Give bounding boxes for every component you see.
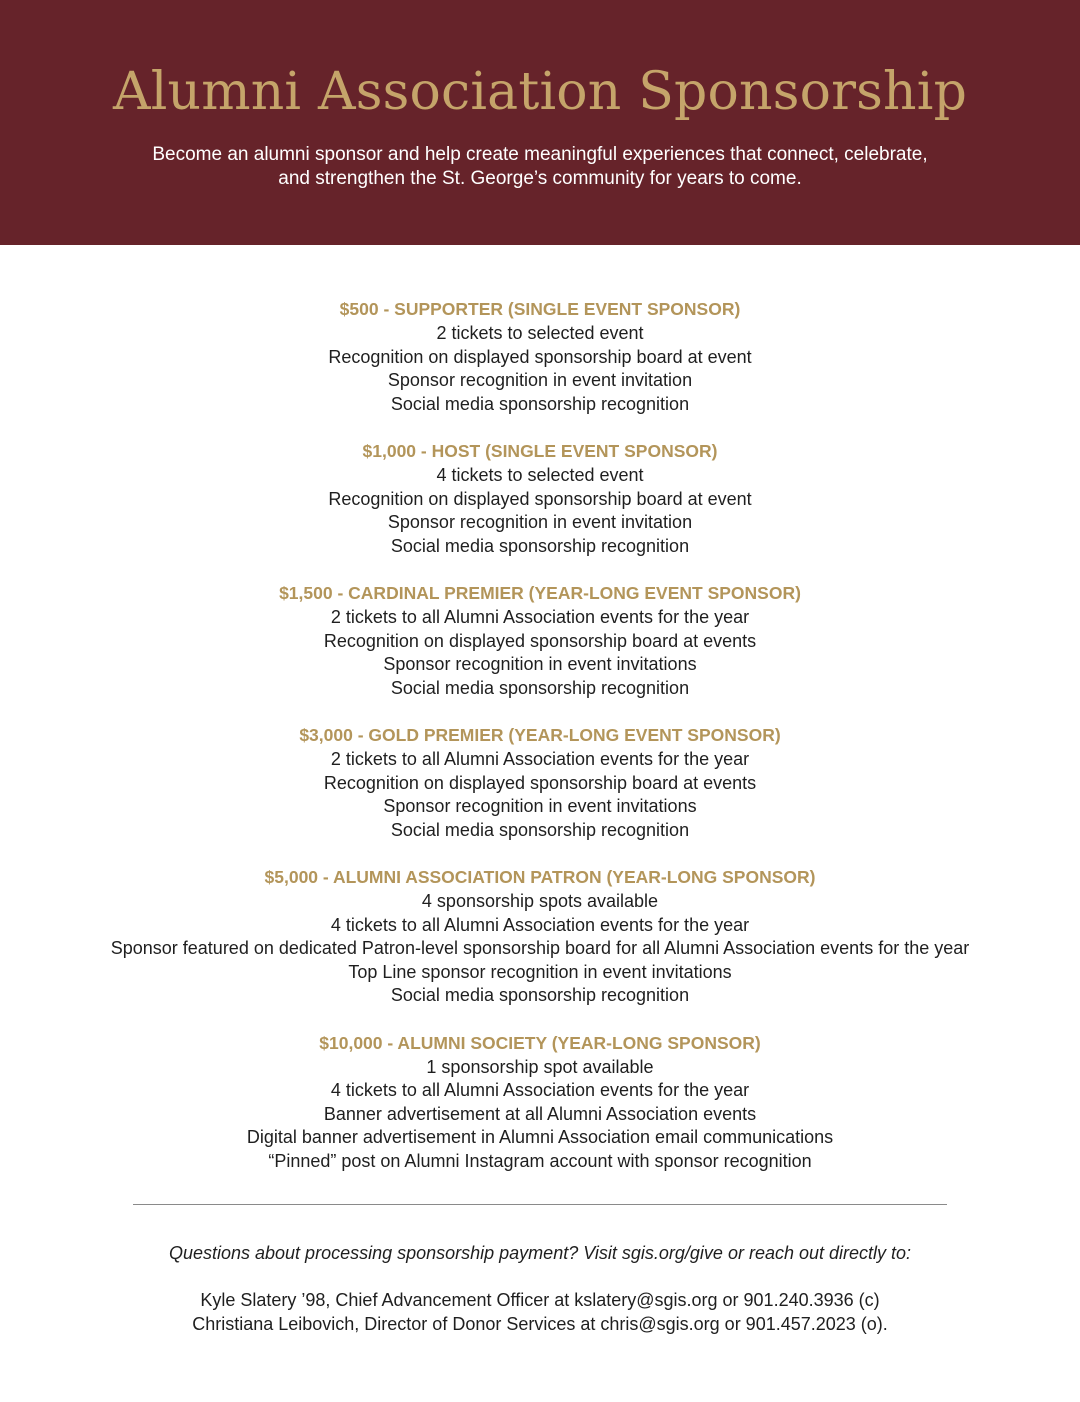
tier-benefit: Recognition on displayed sponsorship board at event: [328, 488, 752, 509]
page-title: Alumni Association Sponsorship: [112, 62, 968, 122]
tier-benefit: 4 tickets to all Alumni Association events for the year: [330, 914, 750, 935]
tier-benefit: Sponsor recognition in event invitation: [387, 370, 693, 390]
tier-cardinal-premier: [0, 581, 1080, 700]
sponsorship-tiers: [0, 297, 1080, 1196]
tier-benefit: Social media sponsorship recognition: [390, 985, 690, 1005]
tier-benefit: Sponsor featured on dedicated Patron-level sponsorship board for all Alumni Association events for the year: [110, 938, 970, 958]
tier-benefit: Recognition on displayed sponsorship board at events: [323, 772, 757, 793]
subtitle-line-2: and strengthen the St. George’s community for years to come.: [278, 168, 802, 189]
tier-benefit: 1 sponsorship spot available: [426, 1056, 654, 1077]
tier-benefit: 4 tickets to selected event: [436, 465, 644, 485]
tier-benefit: 4 tickets to all Alumni Association events for the year: [330, 1080, 750, 1100]
tier-heading: $1,000 - HOST (SINGLE EVENT SPONSOR): [362, 441, 718, 461]
tier-host: [0, 439, 1080, 558]
tier-benefit: 2 tickets to all Alumni Association events for the year: [330, 607, 750, 627]
tier-gold-premier: [0, 723, 1080, 842]
tier-benefit: Sponsor recognition in event invitations: [383, 654, 697, 674]
page-subtitle: [100, 143, 980, 191]
contact-line-christiana-leibovich: Christiana Leibovich, Director of Donor Services at chris@sgis.org or 901.457.2023 (o).: [192, 1314, 888, 1334]
tier-benefit: Sponsor recognition in event invitations: [383, 796, 697, 816]
tier-benefit: 4 sponsorship spots available: [421, 891, 659, 911]
tier-benefit: Recognition on displayed sponsorship board at event: [328, 346, 752, 367]
header-banner: [0, 0, 1080, 245]
tier-heading: $5,000 - ALUMNI ASSOCIATION PATRON (YEAR-LONG SPONSOR): [264, 867, 816, 887]
subtitle-line-1: Become an alumni sponsor and help create meaningful experiences that connect, celebrate,: [152, 144, 928, 165]
tier-benefit: 2 tickets to all Alumni Association events for the year: [330, 749, 750, 769]
tier-alumni-society: [0, 1031, 1080, 1174]
tier-benefit: Social media sponsorship recognition: [390, 819, 690, 840]
tier-heading: $3,000 - GOLD PREMIER (YEAR-LONG EVENT SPONSOR): [299, 725, 781, 745]
tier-benefit: “Pinned” post on Alumni Instagram account with sponsor recognition: [268, 1150, 812, 1171]
tier-heading: $1,500 - CARDINAL PREMIER (YEAR-LONG EVENT SPONSOR): [279, 583, 801, 603]
tier-heading: $500 - SUPPORTER (SINGLE EVENT SPONSOR): [339, 299, 741, 319]
tier-supporter: [0, 297, 1080, 416]
tier-heading: $10,000 - ALUMNI SOCIETY (YEAR-LONG SPONSOR): [319, 1032, 761, 1053]
tier-benefit: Top Line sponsor recognition in event invitations: [348, 961, 732, 982]
footer-divider: [133, 1204, 947, 1205]
tier-benefit: Social media sponsorship recognition: [390, 393, 690, 414]
tier-benefit: Digital banner advertisement in Alumni Association email communications: [246, 1127, 834, 1147]
tier-benefit: Social media sponsorship recognition: [390, 535, 690, 556]
tier-benefit: Banner advertisement at all Alumni Association events: [323, 1103, 757, 1124]
tier-benefit: Sponsor recognition in event invitation: [387, 512, 693, 532]
tier-alumni-association-patron: [0, 865, 1080, 1008]
tier-benefit: Social media sponsorship recognition: [390, 677, 690, 698]
contact-line-kyle-slatery: Kyle Slatery ’98, Chief Advancement Officer at kslatery@sgis.org or 901.240.3936 (c): [200, 1290, 880, 1310]
payment-question: Questions about processing sponsorship payment? Visit sgis.org/give or reach out directly to:: [168, 1243, 912, 1263]
tier-benefit: 2 tickets to selected event: [436, 323, 644, 343]
tier-benefit: Recognition on displayed sponsorship board at events: [323, 630, 757, 651]
contact-footer: [0, 1240, 1080, 1336]
